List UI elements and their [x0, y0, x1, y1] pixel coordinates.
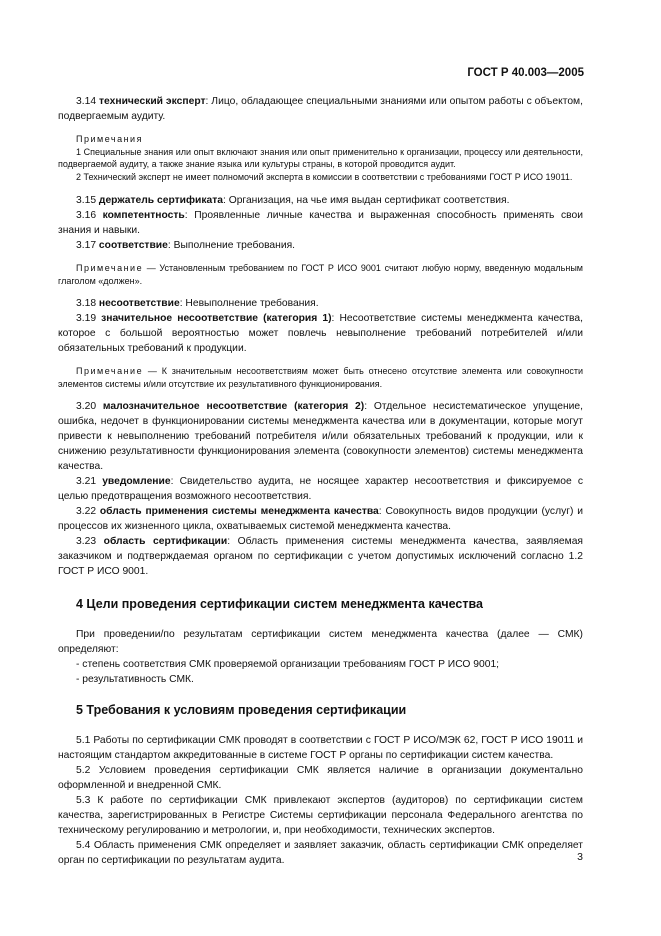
- list-item: - результативность СМК.: [76, 674, 194, 685]
- term: область сертификации: [103, 536, 228, 547]
- clause-3-18: 3.18 несоответствие: Невыполнение требования.: [76, 298, 319, 309]
- clause-3-17: 3.17 соответствие: Выполнение требования.: [76, 240, 296, 251]
- term: область применения системы менеджмента качества: [99, 506, 379, 517]
- clause-5-4: 5.4 Область применения СМК определяет и заявляет заказчик, область сертификации СМК определяет орган по сертификации по результатам аудита.: [58, 840, 583, 866]
- clause-3-19: 3.19 значительное несоответствие (категория 1): Несоответствие системы менеджмента качества, которое с большой вероятностью может повлечь невыполнение требований потребителей и/или обязательных требований к продукции.: [58, 313, 583, 354]
- term: компетентность: [102, 210, 185, 221]
- term: технический эксперт: [98, 96, 206, 107]
- term: малозначительное несоответствие (категория 2): [102, 401, 365, 412]
- section-4-heading: 4 Цели проведения сертификации систем менеджмента качества: [76, 597, 483, 611]
- clause-3-20: 3.20 малозначительное несоответствие (категория 2): Отдельное несистематическое упущение, ошибка, недочет в функционировании системы менеджмента качества или в документации, которые могут привести к невыполнению требований потребителя и/или обязательных требований к продукции, или к снижению результативности функционирования элемента (совокупности элементов) системы менеджмента качества.: [58, 401, 583, 472]
- page-content: [58, 94, 583, 868]
- clause-5-2: 5.2 Условием проведения сертификации СМК является наличие в организации документально оформленной и внедренной СМК.: [58, 765, 583, 791]
- term: несоответствие: [98, 298, 180, 309]
- list-item: - степень соответствия СМК проверяемой организации требованиям ГОСТ Р ИСО 9001;: [76, 659, 500, 670]
- clause-3-23: 3.23 область сертификации: Область применения системы менеджмента качества, заявляемая заказчиком и подтверждаемая органом по сертификации с учетом допустимых исключений согласно 1.2 ГОСТ Р ИСО 9001.: [58, 536, 583, 577]
- clause-5-3: 5.3 К работе по сертификации СМК привлекают экспертов (аудиторов) по сертификации систем качества, зарегистрированных в Регистре Системы сертификации персонала Федерального агентства по техническому регулированию и метрологии, и, при необходимости, технических экспертов.: [58, 795, 583, 836]
- page-number: 3: [577, 851, 583, 863]
- note-2: 2 Технический эксперт не имеет полномочий эксперта в комиссии в соответствии с требованиями ГОСТ Р ИСО 19011.: [76, 171, 573, 182]
- note-3-19: Примечание — К значительным несоответствиям может быть отнесено отсутствие элемента или совокупности элементов системы и/или отсутствие их результативного функционирования.: [58, 366, 583, 389]
- section-4-intro: При проведении/по результатам сертификации систем менеджмента качества (далее — СМК) определяют:: [58, 629, 583, 655]
- clause-3-16: 3.16 компетентность: Проявленные личные качества и выраженная способность применять свои знания и навыки.: [58, 210, 583, 236]
- term: соответствие: [98, 240, 168, 251]
- notes-title: Примечания: [76, 134, 143, 144]
- document-id: ГОСТ Р 40.003—2005: [467, 67, 584, 79]
- clause-3-22: 3.22 область применения системы менеджмента качества: Совокупность видов продукции (услуг) и процессов их жизненного цикла, охватываемых системой менеджмента качества.: [58, 506, 583, 532]
- note-1: 1 Специальные знания или опыт включают знания или опыт применительно к организации, процессу или деятельности, подвергаемой аудиту, а также знание языка или культуры страны, в которой проводится аудит.: [58, 146, 583, 169]
- term: значительное несоответствие (категория 1): [101, 313, 332, 324]
- clause-3-14: 3.14 технический эксперт: Лицо, обладающее специальными знаниями или опытом работы с объектом, подвергаемым аудиту.: [58, 96, 583, 122]
- section-5-heading: 5 Требования к условиям проведения сертификации: [76, 703, 407, 717]
- term: уведомление: [102, 476, 171, 487]
- clause-3-21: 3.21 уведомление: Свидетельство аудита, не носящее характер несоответствия и фиксируемое с целью предотвращения возможного несоответствия.: [58, 476, 583, 502]
- clause-3-15: 3.15 держатель сертификата: Организация, на чье имя выдан сертификат соответствия.: [76, 195, 510, 206]
- term: держатель сертификата: [98, 195, 223, 206]
- note-3-17: Примечание — Установленным требованием по ГОСТ Р ИСО 9001 считают любую норму, введенную модальным глаголом «должен».: [58, 263, 583, 286]
- clause-5-1: 5.1 Работы по сертификации СМК проводят в соответствии с ГОСТ Р ИСО/МЭК 62, ГОСТ Р ИСО 19011 и настоящим стандартом аккредитованные в системе ГОСТ Р органы по сертификации систем качества.: [58, 735, 583, 761]
